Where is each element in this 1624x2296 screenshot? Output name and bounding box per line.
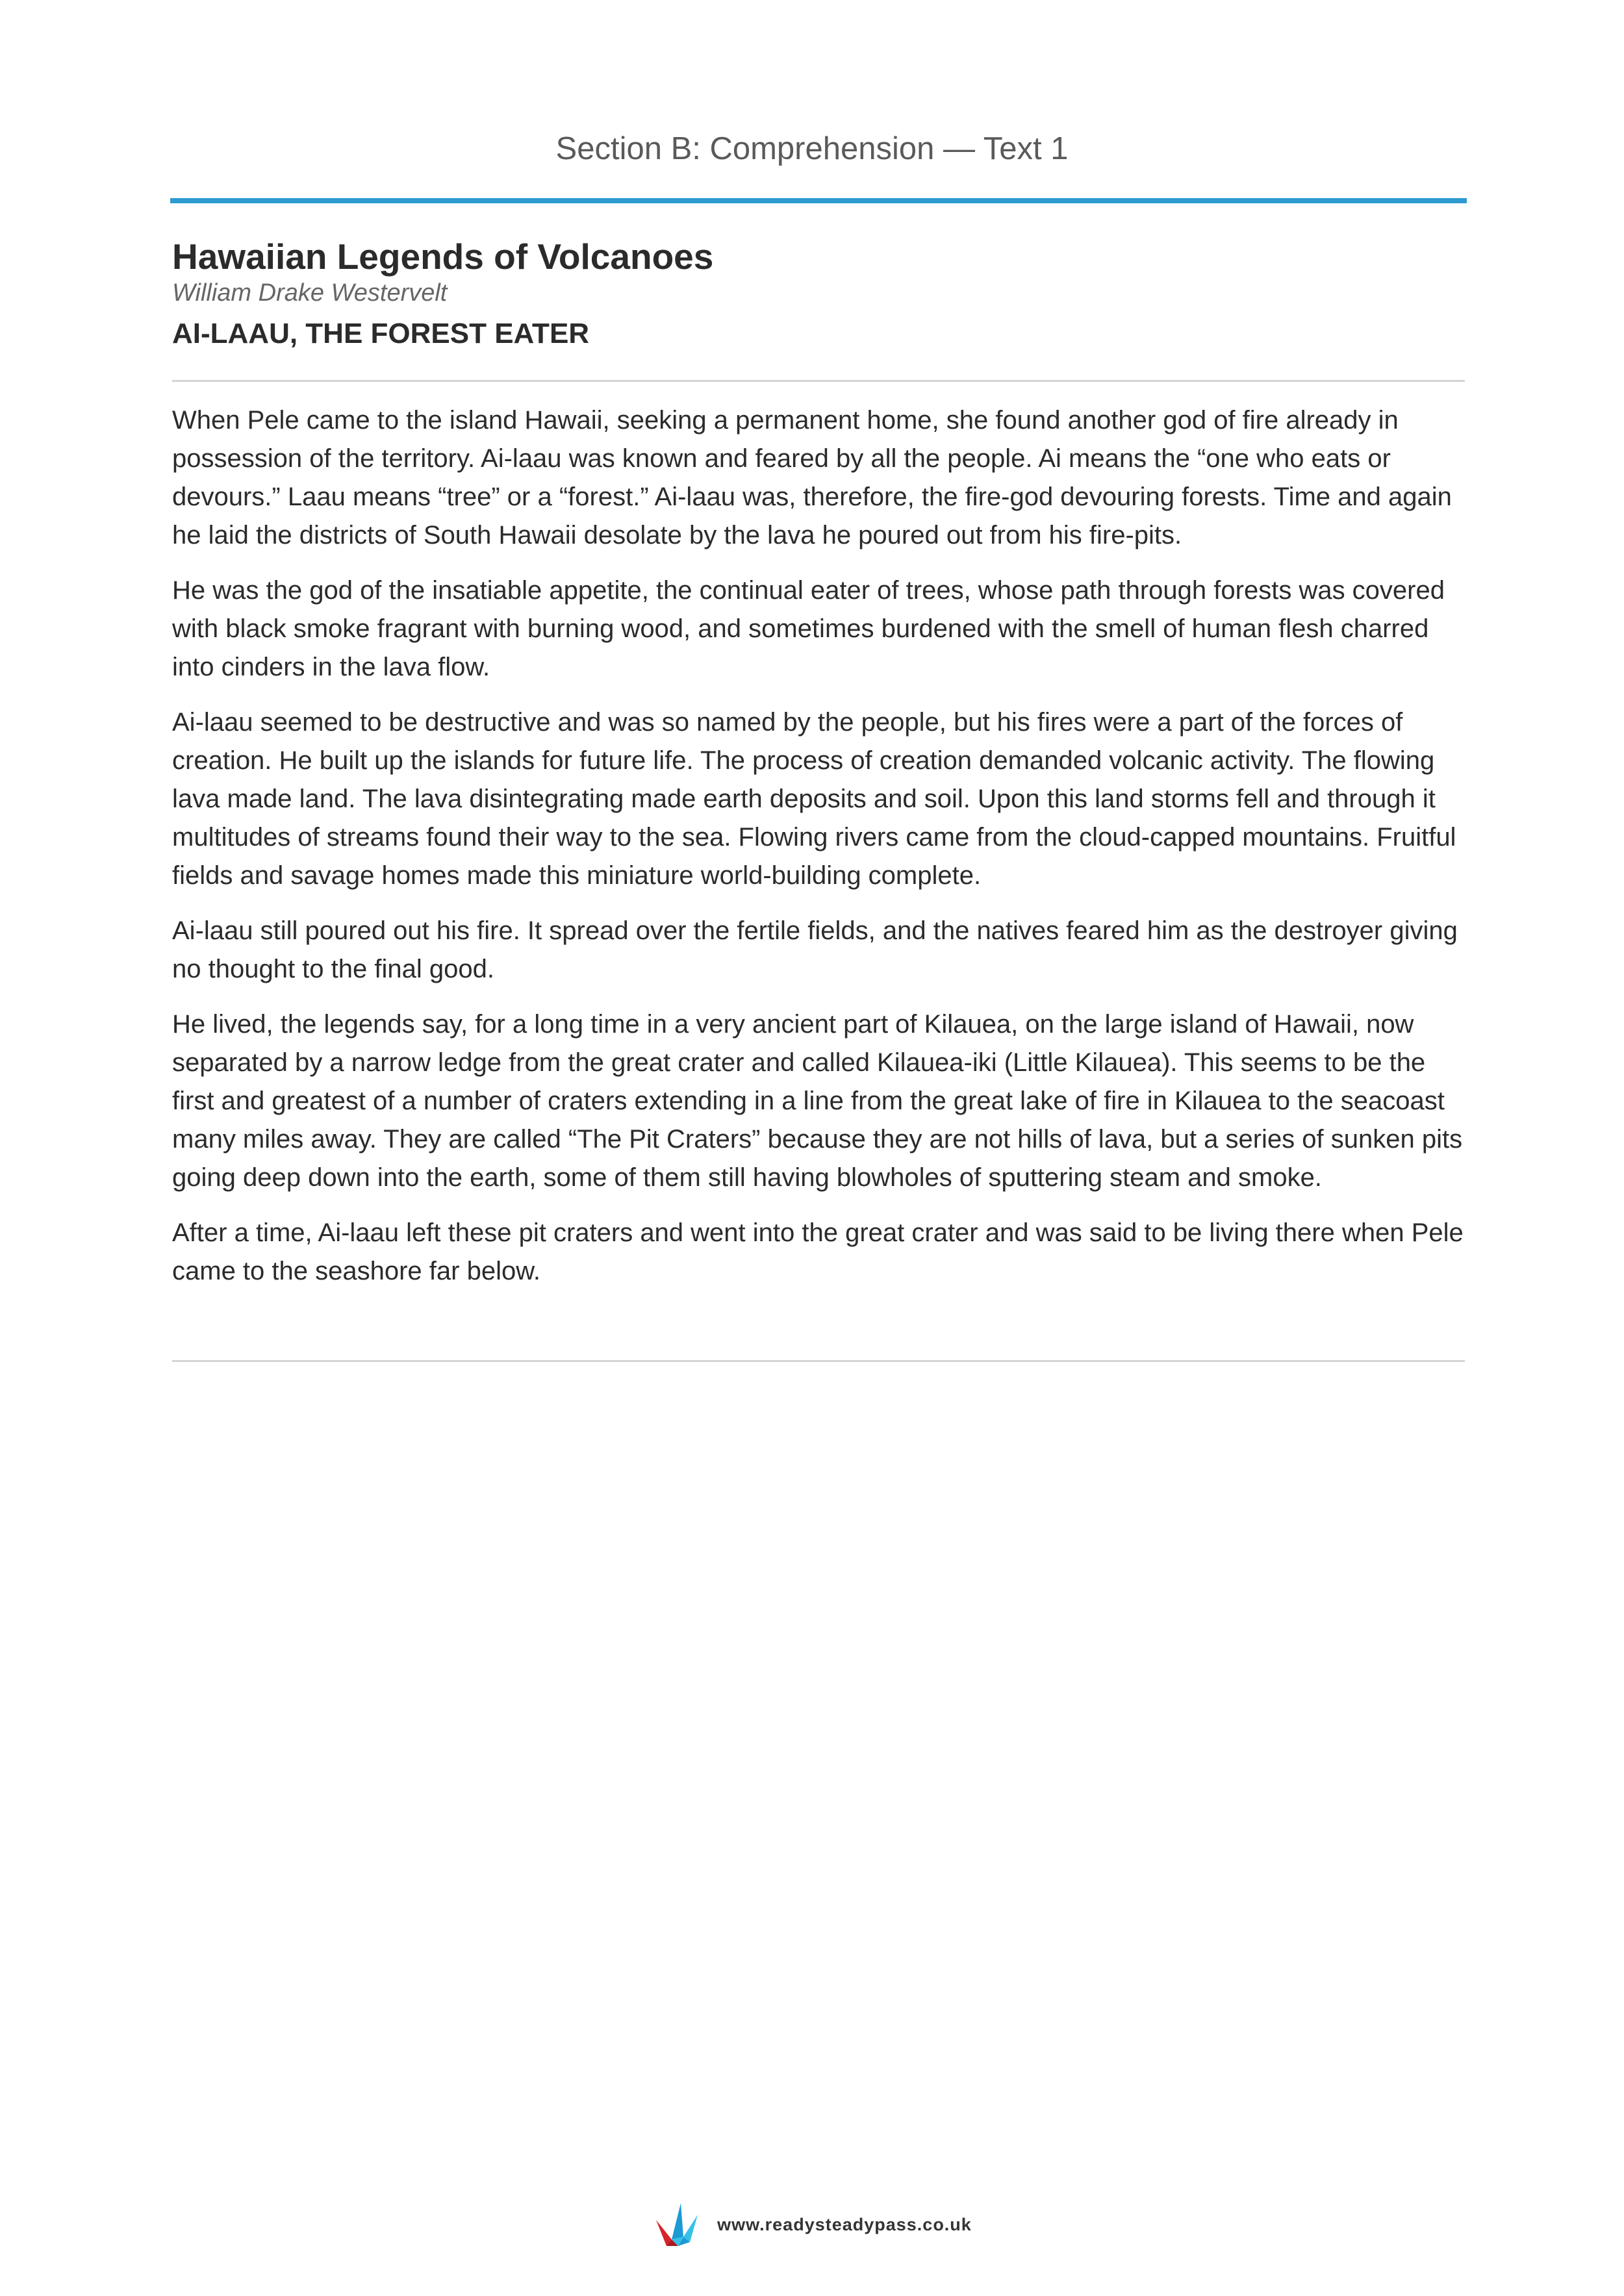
divider-bottom xyxy=(172,1360,1465,1362)
chapter-title: AI-LAAU, THE FOREST EATER xyxy=(172,318,590,349)
origami-crane-logo-icon xyxy=(652,2201,700,2249)
divider-top xyxy=(172,380,1465,382)
paragraph-1: When Pele came to the island Hawaii, seeking a permanent home, she found another god of fire already in possession of the territory. Ai-laau was known and feared by all the people. Ai means the “one who eats or devours.” Laau means “tree” or a “forest.” Ai-laau was, therefore, the fire-god devouring forests. Time and again he laid the districts of South Hawaii desolate by the lava he poured out from his fire-pits. xyxy=(172,406,1452,549)
paragraph-6: After a time, Ai-laau left these pit craters and went into the great crater and was said to be living there when Pele came to the seashore far below. xyxy=(172,1218,1464,1285)
book-title: Hawaiian Legends of Volcanoes xyxy=(172,236,714,277)
paragraph-4: Ai-laau still poured out his fire. It spread over the fertile fields, and the natives feared him as the destroyer giving no thought to the final good. xyxy=(172,916,1458,983)
footer-website-url[interactable]: www.readysteadypass.co.uk xyxy=(717,2214,972,2234)
footer xyxy=(0,2199,1624,2251)
paragraph-3: Ai-laau seemed to be destructive and was so named by the people, but his fires were a part of the forces of creation. He built up the islands for future life. The process of creation demanded volcanic activity. The flowing lava made land. The lava disintegrating made earth deposits and soil. Upon this land storms fell and through it multitudes of streams found their way to the sea. Flowing rivers came from the cloud-capped mountains. Fruitful fields and savage homes made this miniature world-building complete. xyxy=(172,708,1456,890)
section-header: Section B: Comprehension — Text 1 xyxy=(555,131,1069,166)
paragraph-2: He was the god of the insatiable appetite, the continual eater of trees, whose path through forests was covered with black smoke fragrant with burning wood, and sometimes burdened with the smell of human flesh charred into cinders in the lava flow. xyxy=(172,576,1445,681)
title-block xyxy=(172,235,1465,352)
paragraph-5: He lived, the legends say, for a long time in a very ancient part of Kilauea, on the large island of Hawaii, now separated by a narrow ledge from the great crater and called Kilauea-iki (Little Kilauea). This seems to be the first and greatest of a number of craters extending in a line from the great lake of fire in Kilauea to the seacoast many miles away. They are called “The Pit Craters” because they are not hills of lava, but a series of sunken pits going deep down into the earth, some of them still having blowholes of sputtering steam and smoke. xyxy=(172,1010,1463,1192)
author-name: William Drake Westervelt xyxy=(172,279,448,307)
body-text xyxy=(172,401,1465,1307)
header-accent-rule xyxy=(170,198,1467,203)
